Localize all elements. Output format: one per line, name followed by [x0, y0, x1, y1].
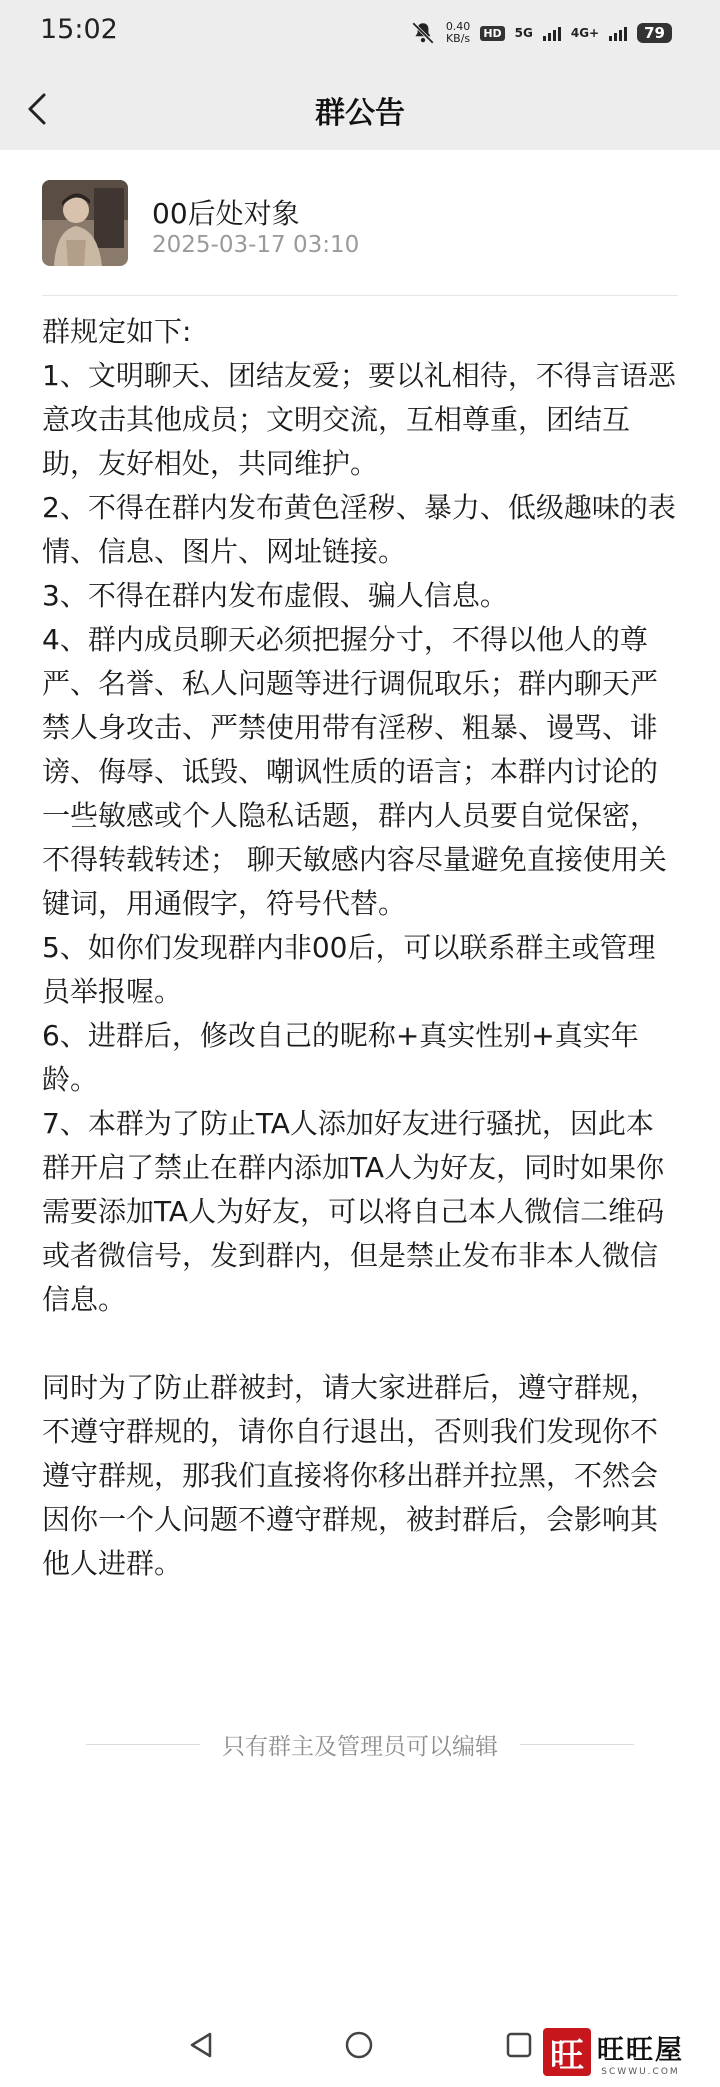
- divider: [520, 1744, 634, 1745]
- signal-icon-1: [543, 25, 561, 41]
- rule-item: 3、不得在群内发布虚假、骗人信息。: [42, 579, 508, 612]
- rules-heading: 群规定如下:: [42, 315, 192, 348]
- divider: [86, 1744, 200, 1745]
- back-triangle-icon[interactable]: [186, 2030, 216, 2060]
- nav-bar: [0, 68, 720, 150]
- network-label-1: 5G: [514, 26, 533, 40]
- bell-mute-icon: [410, 20, 436, 46]
- signal-icon-2: [609, 25, 627, 41]
- speed-unit: KB/s: [445, 32, 471, 45]
- rule-item: 1、文明聊天、团结友爱；要以礼相待，不得言语恶意攻击其他成员；文明交流，互相尊重，团结互助，友好相处，共同维护。: [42, 359, 676, 480]
- post-date: 2025-03-17 03:10: [152, 232, 360, 258]
- speed-value: 0.40: [445, 20, 471, 33]
- closing-paragraph: 同时为了防止群被封，请大家进群后，遵守群规，不遵守群规的，请你自行退出，否则我们发现你不遵守群规，那我们直接将你移出群并拉黑，不然会因你一个人问题不遵守群规，被封群后，会影响其他人进群。: [42, 1371, 659, 1580]
- status-icons: [410, 18, 672, 48]
- watermark-title: 旺旺屋: [597, 2034, 684, 2066]
- rule-item: 6、进群后，修改自己的昵称+真实性别+真实年龄。: [42, 1019, 639, 1096]
- paragraph-spacer: [42, 1322, 678, 1366]
- status-time: 15:02: [40, 14, 118, 45]
- watermark-url: SCWWU.COM: [601, 2066, 680, 2077]
- network-speed: [446, 21, 471, 45]
- author-info: [42, 180, 678, 270]
- author-name: 00后处对象: [152, 197, 300, 230]
- rule-item: 5、如你们发现群内非00后，可以联系群主或管理员举报喔。: [42, 931, 656, 1008]
- divider: [42, 295, 678, 296]
- edit-permission-note: [86, 1728, 634, 1761]
- rule-item: 7、本群为了防止TA人添加好友进行骚扰，因此本群开启了禁止在群内添加TA人为好友，同时如果你需要添加TA人为好友，可以将自己本人微信二维码或者微信号，发到群内，但是禁止发布非本人微信信息。: [42, 1107, 665, 1316]
- watermark: [535, 2017, 720, 2087]
- page-title: 群公告: [315, 96, 405, 131]
- watermark-text: [597, 2028, 684, 2077]
- home-circle-icon[interactable]: [344, 2030, 374, 2060]
- avatar[interactable]: [42, 180, 128, 266]
- announcement-content: [42, 310, 678, 1586]
- avatar-image: [42, 180, 128, 266]
- rule-item: 2、不得在群内发布黄色淫秽、暴力、低级趣味的表情、信息、图片、网址链接。: [42, 491, 676, 568]
- hd-badge: HD: [480, 26, 504, 41]
- watermark-logo: 旺: [543, 2028, 591, 2076]
- recents-square-icon[interactable]: [504, 2030, 534, 2060]
- network-label-2: 4G+: [570, 26, 600, 40]
- status-bar: [0, 0, 720, 68]
- rule-item: 4、群内成员聊天必须把握分寸，不得以他人的尊严、名誉、私人问题等进行调侃取乐；群内聊天严禁人身攻击、严禁使用带有淫秽、粗暴、谩骂、诽谤、侮辱、诋毁、嘲讽性质的语言；本群内讨论的一些敏感或个人隐私话题，群内人员要自觉保密，不得转载转述； 聊天敏感内容尽量避免直接使用关键词，用通假字，符号代替。: [42, 623, 667, 920]
- battery-icon: 79: [637, 23, 672, 43]
- edit-permission-text: 只有群主及管理员可以编辑: [222, 1734, 498, 1760]
